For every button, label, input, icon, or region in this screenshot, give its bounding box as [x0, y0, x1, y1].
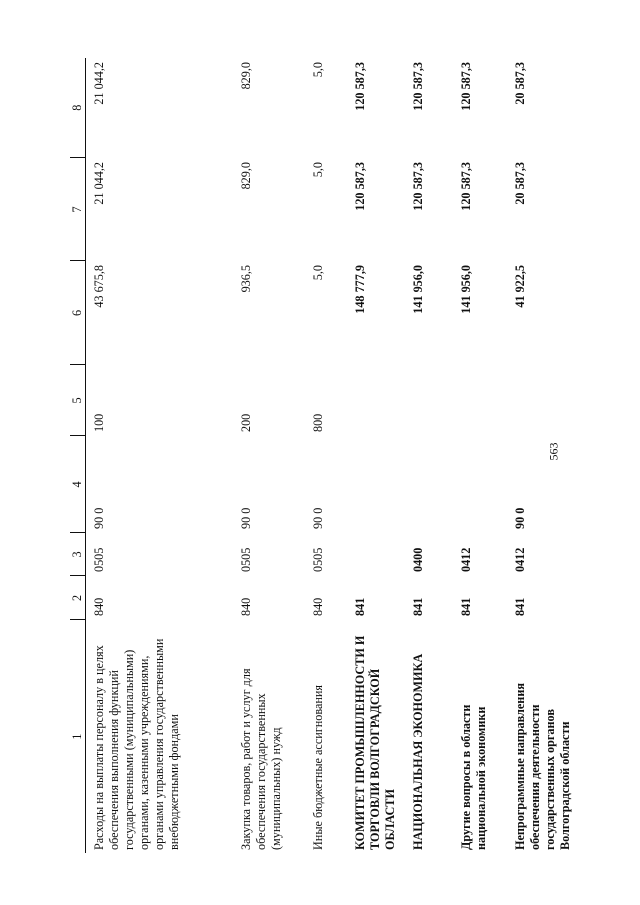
row-name: Непрограммные направления обеспечения деятельности государственных органов Волгоградской области [512, 683, 572, 850]
cell-amount-8: 120 587,3 [352, 62, 367, 111]
cell-expense-type [453, 365, 507, 436]
header-cell: 8 [70, 58, 86, 158]
cell-target [347, 436, 405, 533]
header-cell: 3 [70, 533, 86, 576]
row-name: Закупка товаров, работ и услуг для обеспечения государственных (муниципальных) нужд [238, 668, 283, 850]
cell-amount-8: 829,0 [238, 62, 253, 90]
cell-amount-6: 141 956,0 [458, 265, 473, 314]
cell-section: 0505 [310, 547, 325, 572]
cell-ministry: 840 [92, 597, 106, 616]
table-row [233, 58, 305, 853]
cell-amount-8: 5,0 [310, 62, 325, 78]
page-number: 563 [546, 442, 561, 461]
cell-ministry: 840 [310, 597, 325, 616]
table-row [86, 58, 233, 853]
cell-ministry: 840 [238, 597, 253, 616]
budget-table-container [70, 58, 623, 853]
cell-target: 90 0 [512, 507, 527, 529]
header-cell: 4 [70, 436, 86, 533]
cell-amount-6: 41 922,5 [512, 265, 527, 308]
cell-expense-type: 800 [310, 413, 325, 432]
cell-amount-7: 120 587,3 [458, 162, 473, 211]
table-row [507, 58, 582, 853]
cell-expense-type [507, 365, 582, 436]
header-cell: 7 [70, 158, 86, 261]
cell-ministry: 841 [512, 597, 527, 616]
cell-section: 0400 [410, 547, 425, 572]
cell-target [453, 436, 507, 533]
cell-amount-8: 120 587,3 [458, 62, 473, 111]
cell-target: 90 0 [310, 507, 325, 529]
table-row [453, 58, 507, 853]
table-row [405, 58, 453, 853]
cell-amount-8: 20 587,3 [512, 62, 527, 105]
row-name: КОМИТЕТ ПРОМЫШЛЕННОСТИ И ТОРГОВЛИ ВОЛГОГРАДСКОЙ ОБЛАСТИ [352, 635, 397, 850]
cell-amount-7: 5,0 [310, 162, 325, 178]
cell-section: 0412 [512, 547, 527, 572]
cell-expense-type [405, 365, 453, 436]
cell-amount-7: 21 044,2 [92, 162, 106, 205]
cell-amount-8: 21 044,2 [92, 62, 106, 105]
cell-amount-6: 5,0 [310, 265, 325, 281]
cell-amount-8: 120 587,3 [410, 62, 425, 111]
cell-amount-6: 43 675,8 [92, 265, 106, 308]
row-name: НАЦИОНАЛЬНАЯ ЭКОНОМИКА [410, 653, 425, 850]
table-row [305, 58, 347, 853]
header-cell: 6 [70, 261, 86, 365]
cell-amount-7: 20 587,3 [512, 162, 527, 205]
header-row [70, 58, 86, 853]
cell-ministry: 841 [458, 597, 473, 616]
cell-target: 90 0 [238, 507, 253, 529]
budget-table [70, 58, 582, 853]
row-name: Расходы на выплаты персоналу в целях обеспечения выполнения функций государственными (муниципальными) органами, казенными учреждениями, органами управления государственными внебюджетными фондами [92, 638, 181, 850]
cell-expense-type [347, 365, 405, 436]
cell-section: 0505 [238, 547, 253, 572]
header-cell: 5 [70, 365, 86, 436]
cell-amount-7: 829,0 [238, 162, 253, 190]
cell-section [347, 533, 405, 576]
cell-expense-type: 100 [92, 413, 106, 432]
row-name: Другие вопросы в области национальной экономики [458, 704, 488, 850]
cell-section: 0412 [458, 547, 473, 572]
cell-ministry: 841 [410, 597, 425, 616]
header-cell: 2 [70, 576, 86, 620]
cell-target [405, 436, 453, 533]
cell-amount-6: 141 956,0 [410, 265, 425, 314]
cell-amount-6: 148 777,9 [352, 265, 367, 314]
cell-amount-6: 936,5 [238, 265, 253, 293]
cell-amount-7: 120 587,3 [410, 162, 425, 211]
cell-section: 0505 [92, 547, 106, 572]
cell-target: 90 0 [92, 507, 106, 529]
row-name: Иные бюджетные ассигнования [310, 684, 325, 850]
cell-expense-type: 200 [238, 413, 253, 432]
cell-amount-7: 120 587,3 [352, 162, 367, 211]
header-cell: 1 [70, 620, 86, 853]
table-row [347, 58, 405, 853]
cell-ministry: 841 [352, 597, 367, 616]
